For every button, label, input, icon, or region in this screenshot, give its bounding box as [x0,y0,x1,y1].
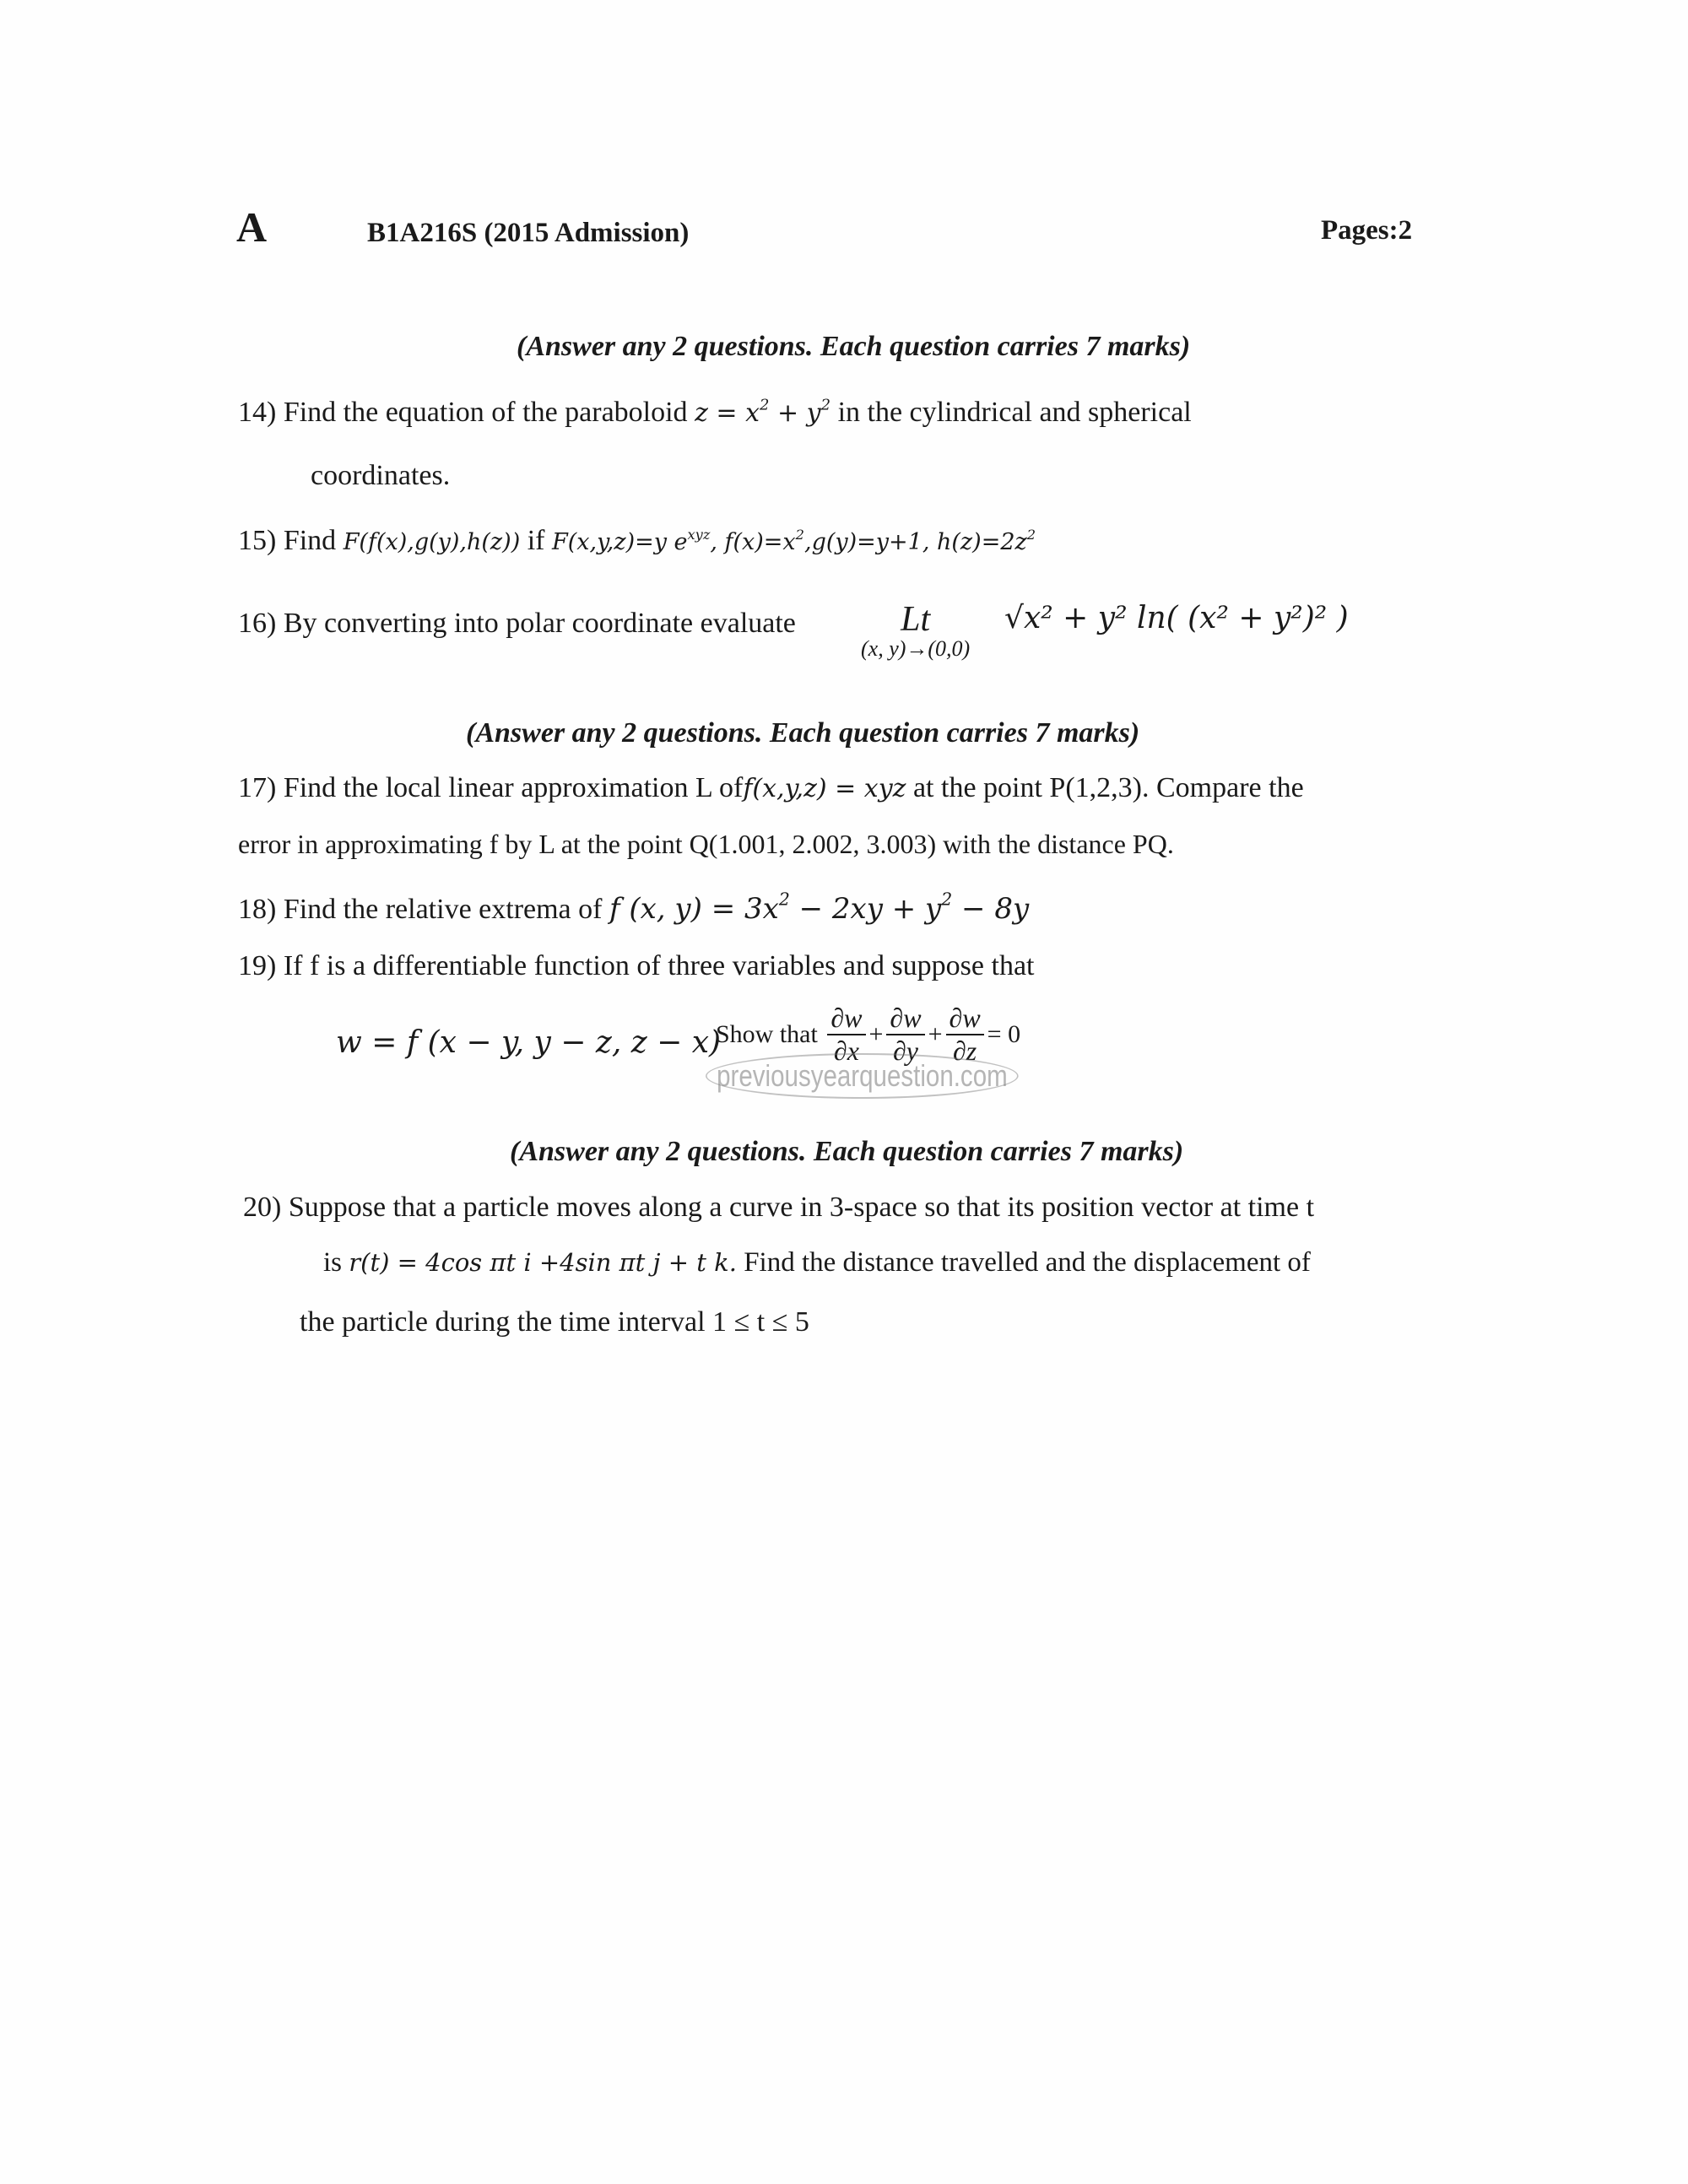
section-heading-2: (Answer any 2 questions. Each question carries 7 marks) [466,717,1140,749]
question-number: 18) [238,894,277,925]
math-expression: f(x,y,z) = xyz [743,774,906,803]
limit-subscript: (x, y)→(0,0) [861,636,971,661]
exam-code: B1A216S (2015 Admission) [367,218,690,248]
section-heading-3: (Answer any 2 questions. Each question carries 7 marks) [510,1136,1184,1167]
question-text: Find the relative extrema of [283,894,603,925]
partial-w-y: $\frac{\partial w}{\partial y}$ [886,1003,924,1067]
watermark: previousyearquestion.com [706,1053,1019,1099]
question-number: 14) [238,397,277,428]
question-text: By converting into polar coordinate evaluate [283,608,796,639]
question-14 [238,397,1192,429]
show-that-label: Show that [716,1020,818,1048]
limit-operator: Lt (x, y)→(0,0) [861,600,971,661]
question-text: if [527,525,545,556]
section-heading-1: (Answer any 2 questions. Each question carries 7 marks) [517,331,1191,362]
math-expression: $z = x^2 + y^2$ [695,396,831,428]
math-expression: f (x, $y) = 3x^2 - 2xy + y^2 - 8y$ [609,889,1030,926]
question-text: If f is a differentiable function of three variables and suppose that [283,950,1035,981]
question-text: Find the local linear approximation L of [283,772,744,803]
question-14-line2: coordinates. [311,460,451,491]
limit-expression: √x² + y² ln( (x² + y²)² ) [1004,601,1349,635]
question-number: 16) [238,608,277,639]
question-17-line2: error in approximating f by L at the point Q(1.001, 2.002, 3.003) with the distance PQ. [238,829,1174,859]
partial-w-z: $\frac{\partial w}{\partial z}$ [946,1003,984,1067]
question-text: Find the equation of the paraboloid [283,397,688,428]
show-that-equation: Show that $\frac{\partial w}{\partial x}$ + $\frac{\partial w}{\partial y}$ + $\frac{\partial w}{\partial z}$ = 0 [716,1003,1021,1066]
question-text: at the point P(1,2,3). Compare the [912,772,1304,803]
question-16 [238,608,796,640]
question-number: 15) [238,525,277,556]
question-20-line2: is r(t) = 4cos πt i +4sin πt j + t k. Find the distance travelled and the displacement of [323,1247,1311,1278]
question-15 [238,525,1036,557]
function-definition: w = f (x − y, y − z, z − x) [336,1025,722,1060]
question-20 [243,1192,1314,1224]
math-expression: F(x,y,z)=y $e^{xyz}$, $f(x)=x^2,g(y)=y+1$, $h(z)=2z^2$ [552,526,1036,555]
series-letter: A [236,203,268,251]
question-text: in the cylindrical and spherical [837,397,1192,428]
page-count: Pages:2 [1321,215,1413,246]
position-vector: r(t) = 4cos πt i +4sin πt j + t k. [349,1248,737,1277]
question-number: 20) [243,1192,282,1223]
partial-w-x: $\frac{\partial w}{\partial x}$ [827,1003,865,1067]
question-number: 17) [238,772,277,803]
question-text: Suppose that a particle moves along a curve in 3-space so that its position vector at time t [288,1192,1315,1223]
question-17 [238,772,1304,804]
question-20-line3: the particle during the time interval 1 ≤ t ≤ 5 [300,1306,809,1338]
question-number: 19) [238,950,277,981]
question-text: Find [283,525,337,556]
math-expression: F(f(x),g(y),h(z)) [343,529,521,555]
question-18 [238,889,1030,926]
question-19 [238,950,1035,982]
